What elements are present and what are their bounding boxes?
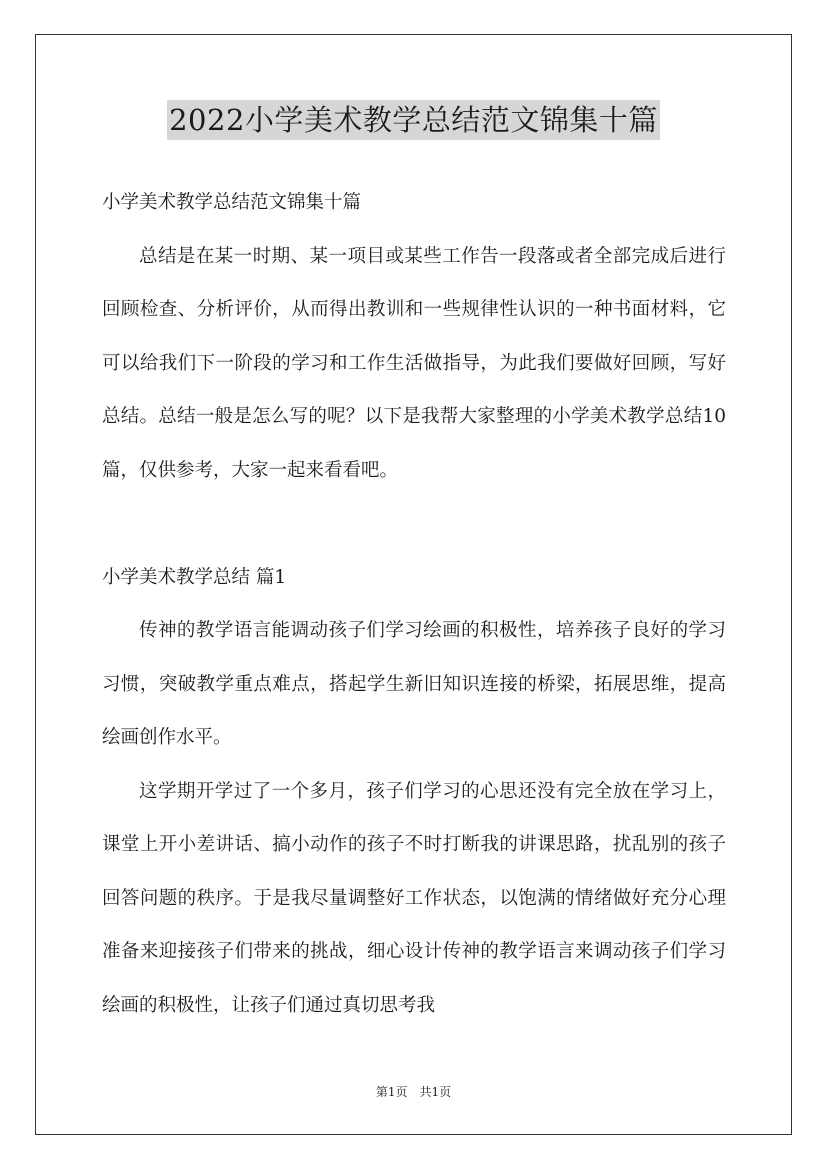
- intro-paragraph: 总结是在某一时期、某一项目或某些工作告一段落或者全部完成后进行回顾检查、分析评价，从而得出教训和一些规律性认识的一种书面材料，它可以给我们下一阶段的学习和工作生活做指导，为此我们要做好回顾，写好总结。总结一般是怎么写的呢？以下是我帮大家整理的小学美术教学总结10篇，仅供参考，大家一起来看看吧。: [102, 245, 726, 481]
- document-title: 2022小学美术教学总结范文锦集十篇: [167, 100, 660, 140]
- section-heading: 小学美术教学总结 篇1: [102, 566, 287, 588]
- document-body: [102, 176, 726, 1032]
- body-paragraph: 这学期开学过了一个多月，孩子们学习的心思还没有完全放在学习上，课堂上开小差讲话、搞小动作的孩子不时打断我的讲课思路，扰乱别的孩子回答问题的秩序。于是我尽量调整好工作状态，以饱满的情绪做好充分心理准备来迎接孩子们带来的挑战，细心设计传神的教学语言来调动孩子们学习绘画的积极性，让孩子们通过真切思考我: [102, 780, 726, 1016]
- document-subtitle: 小学美术教学总结范文锦集十篇: [102, 192, 362, 213]
- page-total: 共1页: [419, 1085, 452, 1099]
- title-container: [0, 100, 827, 140]
- body-paragraph: 传神的教学语言能调动孩子们学习绘画的积极性，培养孩子良好的学习习惯，突破教学重点难点，搭起学生新旧知识连接的桥梁，拓展思维，提高绘画创作水平。: [102, 620, 726, 748]
- page-number: 第1页: [375, 1085, 408, 1099]
- page-footer: [0, 1084, 827, 1100]
